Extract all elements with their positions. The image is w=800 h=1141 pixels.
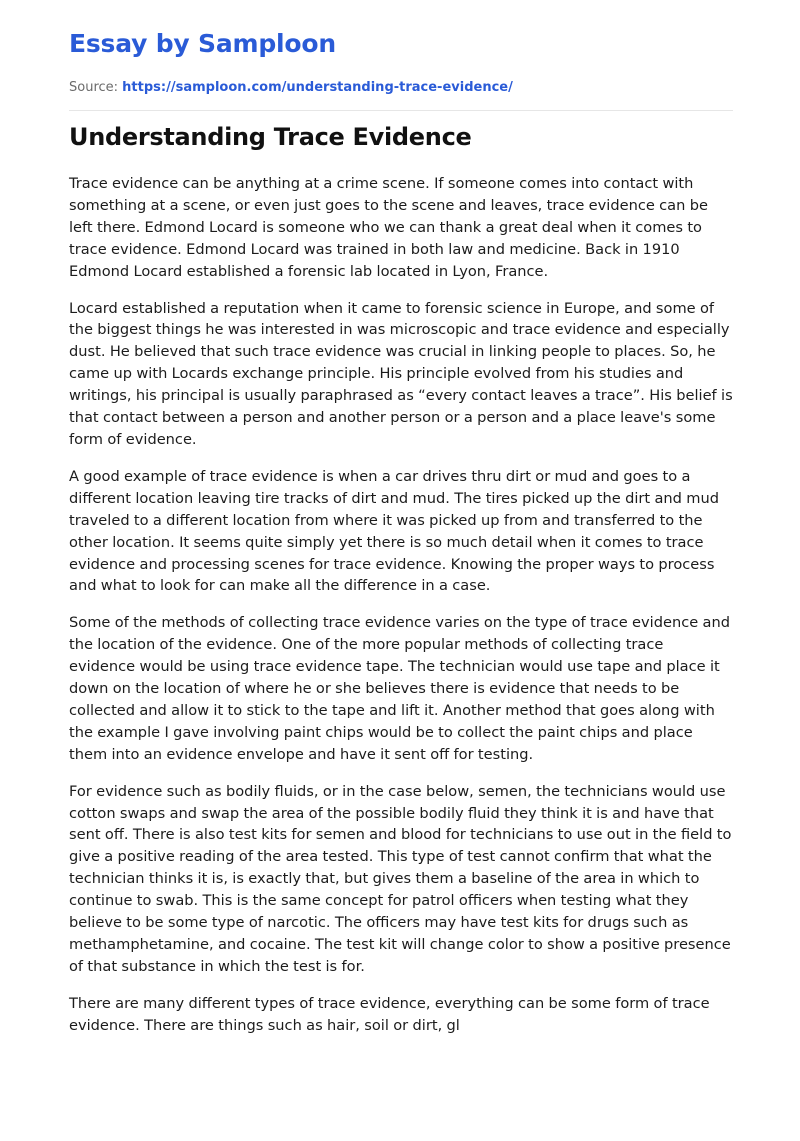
essay-paragraph-6: There are many different types of trace evidence, everything can be some form of trace evidence. There are things such as hair, soil or dirt, gl xyxy=(69,994,710,1034)
essay-paragraph-2: Locard established a reputation when it came to forensic science in Europe, and some of the biggest things he was interested in was microscopic and trace evidence and especially dust. He believed that such trace evidence was crucial in linking people to places. So, he came up with Locards exchange principle. His principle evolved from his studies and writings, his principal is usually paraphrased as “every contact leaves a trace”. His belief is that contact between a person and another person or a person and a place leave's some form of evidence. xyxy=(69,299,733,448)
essay-title: Understanding Trace Evidence xyxy=(69,123,472,151)
source-link[interactable]: https://samploon.com/understanding-trace-evidence/ xyxy=(122,80,513,95)
essay-paragraph-4: Some of the methods of collecting trace evidence varies on the type of trace evidence and the location of the evidence. One of the more popular methods of collecting trace evidence would be using trace evidence tape. The technician would use tape and place it down on the location of where he or she believes there is evidence that needs to be collected and allow it to stick to the tape and lift it. Another method that goes along with the example I gave involving paint chips would be to collect the paint chips and place them into an evidence envelope and have it sent off for testing. xyxy=(69,614,730,763)
essay-body xyxy=(69,173,733,1052)
source-line xyxy=(69,80,513,96)
essay-paragraph-3: A good example of trace evidence is when a car drives thru dirt or mud and goes to a different location leaving tire tracks of dirt and mud. The tires picked up the dirt and mud traveled to a different location from where it was picked up from and transferred to the other location. It seems quite simply yet there is so much detail when it comes to trace evidence and processing scenes for trace evidence. Knowing the proper ways to process and what to look for can make all the difference in a case. xyxy=(69,467,719,595)
source-label: Source: xyxy=(69,80,119,95)
site-brand-title[interactable]: Essay by Samploon xyxy=(69,29,336,58)
essay-paragraph-1: Trace evidence can be anything at a crime scene. If someone comes into contact with something at a scene, or even just goes to the scene and leaves, trace evidence can be left there. Edmond Locard is someone who we can thank a great deal when it comes to trace evidence. Edmond Locard was trained in both law and medicine. Back in 1910 Edmond Locard established a forensic lab located in Lyon, France. xyxy=(69,175,708,280)
essay-paragraph-5: For evidence such as bodily fluids, or in the case below, semen, the technicians would use cotton swaps and swap the area of the possible bodily fluid they think it is and have that sent off. There is also test kits for semen and blood for technicians to use out in the field to give a positive reading of the area tested. This type of test cannot confirm that what the technician thinks it is, is exactly that, but gives them a baseline of the area in which to continue to swab. This is the same concept for patrol officers when testing what they believe to be some type of narcotic. The officers may have test kits for drugs such as methamphetamine, and cocaine. The test kit will change color to show a positive presence of that substance in which the test is for. xyxy=(69,782,732,975)
header-divider xyxy=(69,110,733,111)
